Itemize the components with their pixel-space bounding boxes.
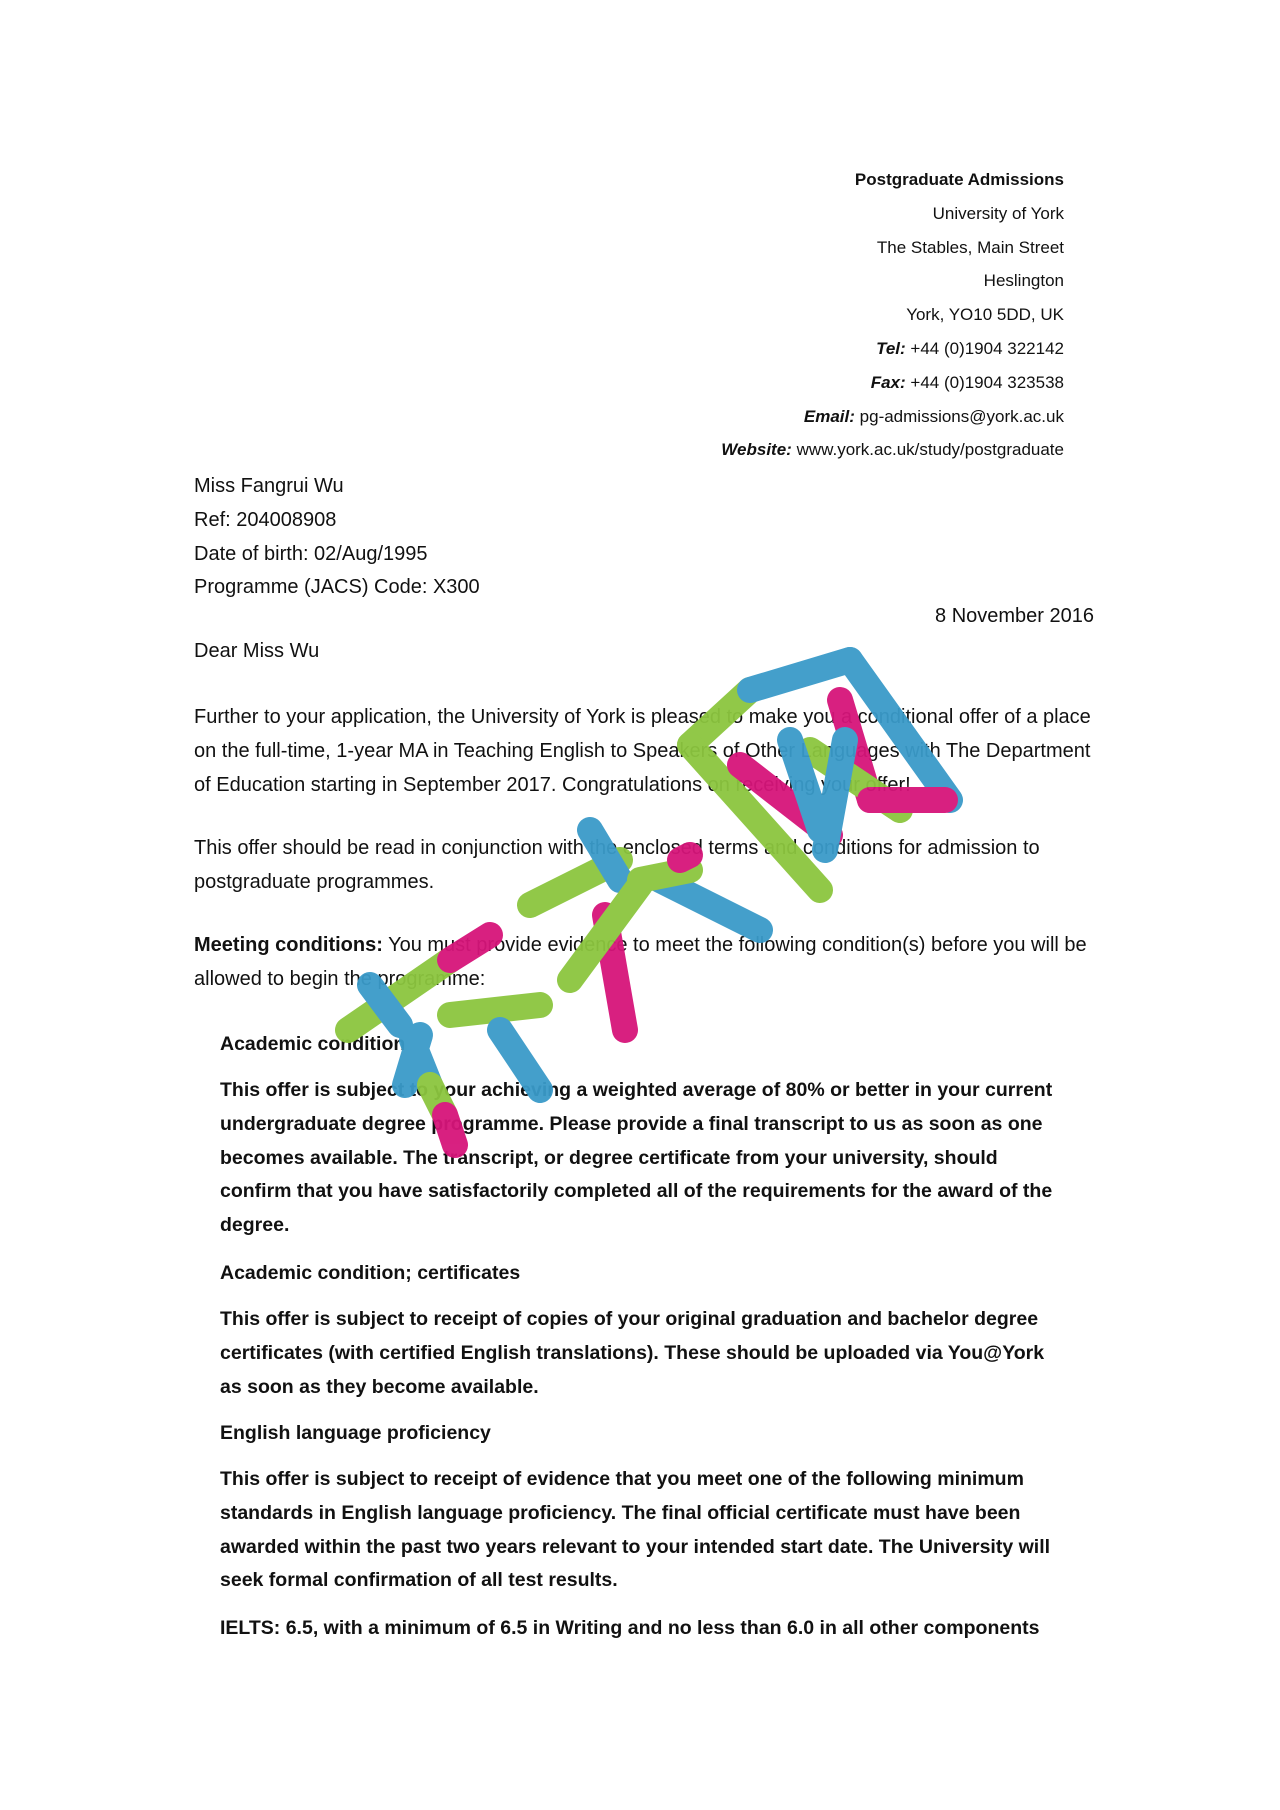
recipient-programme-code: Programme (JACS) Code: X300 <box>194 576 480 599</box>
sender-line: University of York <box>932 203 1064 223</box>
recipient-block <box>194 470 480 605</box>
sender-email <box>721 400 1064 434</box>
sender-line: Heslington <box>983 271 1064 291</box>
recipient-ref: Ref: 204008908 <box>194 508 337 531</box>
condition-text: This offer is subject to your achieving a weighted average of 80% or better in your current undergraduate degree programme. Please provide a final transcript to us as soon as one becomes available. The transcript, or degree certificate from your university, should confirm that you have satisfactorily completed all of the requirements for the award of the degree. <box>220 1079 1053 1237</box>
sender-line: York, YO10 5DD, UK <box>906 305 1064 325</box>
conditions-intro-text: You must provide evidence to meet the following condition(s) before you will be allowed to begin the programme: <box>194 934 1087 990</box>
sender-fax <box>721 366 1064 400</box>
conditions-intro <box>194 929 1094 997</box>
sender-address <box>721 163 1064 467</box>
terms-paragraph: This offer should be read in conjunction with the enclosed terms and conditions for admission to postgraduate programmes. <box>194 837 1040 893</box>
sender-website <box>721 433 1064 467</box>
tel-value: +44 (0)1904 322142 <box>910 338 1064 358</box>
offer-paragraph: Further to your application, the University of York is pleased to make you a conditional offer of a place on the full-time, 1-year MA in Teaching English to Speakers of Other Languages with The Department of Education starting in September 2017. Congratulations on receiving your offer! <box>194 706 1091 796</box>
email-value: pg-admissions@york.ac.uk <box>859 406 1064 426</box>
condition-heading: English language proficiency <box>220 1422 491 1444</box>
ielts-requirement: IELTS: 6.5, with a minimum of 6.5 in Writing and no less than 6.0 in all other components <box>220 1617 1040 1639</box>
recipient-dob: Date of birth: 02/Aug/1995 <box>194 542 428 565</box>
sender-name: Postgraduate Admissions <box>854 170 1064 189</box>
condition-text: This offer is subject to receipt of evidence that you meet one of the following minimum standards in English language proficiency. The final official certificate must have been awarded within the past two years relevant to your intended start date. The University will seek formal confirmation of all test results. <box>220 1468 1051 1592</box>
letter-date: 8 November 2016 <box>935 605 1094 627</box>
recipient-name: Miss Fangrui Wu <box>194 475 344 497</box>
website-value: www.york.ac.uk/study/postgraduate <box>796 440 1064 460</box>
fax-value: +44 (0)1904 323538 <box>910 372 1064 392</box>
email-label: Email: <box>803 406 855 426</box>
condition-heading: Academic condition; certificates <box>220 1262 521 1284</box>
fax-label: Fax: <box>870 372 906 392</box>
conditions-lead: Meeting conditions: <box>194 934 383 956</box>
condition-text: This offer is subject to receipt of copies of your original graduation and bachelor degree certificates (with certified English translations). These should be uploaded via You@York as soon as they become available. <box>220 1308 1045 1398</box>
sender-tel <box>721 332 1064 366</box>
website-label: Website: <box>721 440 792 460</box>
condition-heading: Academic condition <box>220 1033 406 1055</box>
salutation: Dear Miss Wu <box>194 640 320 662</box>
sender-line: The Stables, Main Street <box>876 237 1064 257</box>
tel-label: Tel: <box>876 338 906 358</box>
